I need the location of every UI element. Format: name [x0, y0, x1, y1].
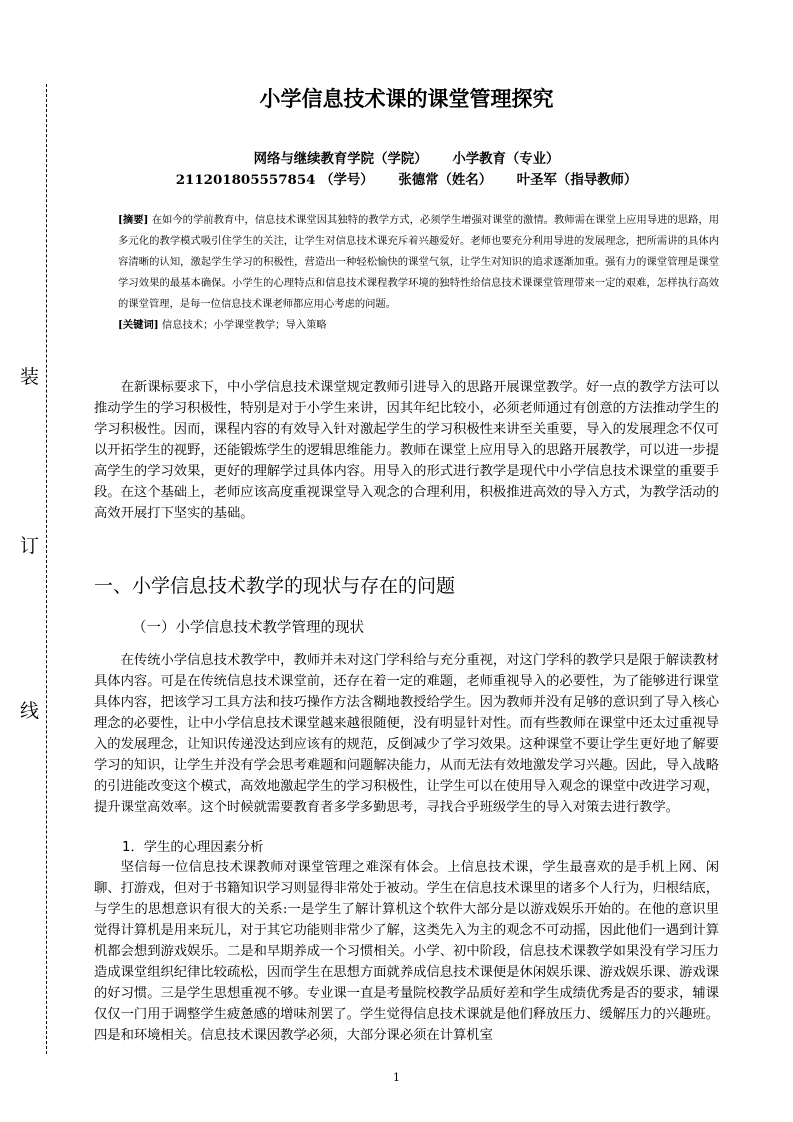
author-student-id: 211201805557854 （学号）	[175, 172, 374, 188]
abstract-text: 在如今的学前教育中，信息技术课堂因其独特的教学方式，必须学生增强对课堂的激情。教师需在课堂上应用导进的思路，用多元化的教学模式吸引住学生的关注，让学生对信息技术课充斥着兴趣爱好。老师也要充分利用导进的发展理念，把所需讲的具体内容清晰的认知，激起学生学习的积极性，营造出一种轻松愉快的课堂气氛，让学生对知识的追求逐渐加重。强有力的课堂管理是课堂学习效果的最基本确保。小学生的心理特点和信息技术课程教学环境的独特性给信息技术课课堂管理带来一定的艰难，怎样执行高效的课堂管理，是每一位信息技术课老师都应用心考虑的问题。	[118, 214, 720, 310]
item-1-heading: 1．学生的心理因素分析	[122, 840, 264, 855]
author-name: 张德常（姓名）	[398, 172, 493, 188]
author-major: 小学教育（专业）	[452, 151, 560, 167]
binding-char-xian: 线	[20, 700, 40, 722]
keywords-text: 信息技术；小学课堂教学；导入策略	[161, 318, 327, 331]
section-1-1-paragraph: 在传统小学信息技术教学中，教师并未对这门学科给与充分重视，对这门学科的教学只是限于解读教材具体内容。可是在传统信息技术课堂前，还存在着一定的难题，老师重视导入的必要性，为了能够进行课堂具体内容，把该学习工具方法和技巧操作方法含糊地教授给学生。因为教师并没有足够的意识到了导入核心理念的必要性，让中小学信息技术课堂越来越很随便，没有明显针对性。而有些教师在课堂中还太过重视导入的发展理念，让知识传递没达到应该有的规范，反倒减少了学习效果。这种课堂不要让学生更好地了解要学习的知识，让学生并没有学会思考难题和问题解决能力，从而无法有效地激发学习兴趣。因此，导入战略的引进能改变这个模式，高效地激起学生的学习积极性，让学生可以在使用导入观念的课堂中改进学习观，提升课堂高效率。这个时候就需要教育者多学多勤思考，寻找合乎班级学生的导入对策去进行教学。	[94, 653, 719, 815]
binding-dashed-line	[46, 84, 47, 1054]
intro-paragraph: 在新课标要求下，中小学信息技术课堂规定教师引进导入的思路开展课堂教学。好一点的教学方法可以推动学生的学习积极性，特别是对于小学生来讲，因其年纪比较小，必须老师通过有创意的方法推动学生的学习积极性。因而，课程内容的有效导入针对激起学生的学习积极性来讲至关重要，导入的发展理念不仅可以开拓学生的视野，还能锻炼学生的逻辑思维能力。教师在课堂上应用导入的思路开展教学，可以进一步提高学生的学习效果，更好的理解学过具体内容。用导入的形式进行教学是现代中小学信息技术课堂的重要手段。在这个基础上，老师应该高度重视课堂导入观念的合理利用，积极推进高效的导入方式，为教学活动的高效开展打下坚实的基础。	[94, 380, 719, 521]
page-title: 小学信息技术课的课堂管理探究	[259, 87, 554, 111]
item-1-paragraph: 坚信每一位信息技术课教师对课堂管理之难深有体会。上信息技术课，学生最喜欢的是手机上网、闲聊、打游戏，但对于书籍知识学习则显得非常处于被动。学生在信息技术课里的诸多个人行为，归根结底，与学生的思想意识有很大的关系:一是学生了解计算机这个软件大部分是以游戏娱乐开始的。在他的意识里觉得计算机是用来玩儿，对于其它功能则非常少了解，这类先入为主的观念不可动摇，因此他们一遇到计算机都会想到游戏娱乐。二是和早期养成一个习惯相关。小学、初中阶段，信息技术课教学如果没有学习压力造成课堂组织纪律比较疏松，因而学生在思想方面就养成信息技术课便是休闲娱乐课、游戏娱乐课、游戏课的好习惯。三是学生思想重视不够。专业课一直是考量院校教学品质好差和学生成绩优秀是否的要求，辅课仅仅一门用于调整学生疲惫感的增味剂罢了。学生觉得信息技术课就是他们释放压力、缓解压力的兴趣班。四是和环境相关。信息技术课因教学必须，大部分课必须在计算机室	[94, 860, 719, 1043]
keywords-label: [关键词]	[118, 318, 159, 331]
author-advisor: 叶圣军（指导教师）	[516, 172, 638, 188]
section-1-1-heading: （一）小学信息技术教学管理的现状	[132, 620, 364, 636]
author-college: 网络与继续教育学院（学院）	[253, 151, 428, 167]
author-line-2	[94, 170, 719, 190]
section-1-heading: 一、小学信息技术教学的现状与存在的问题	[94, 575, 456, 597]
author-line-1	[94, 149, 719, 169]
abstract-label: [摘要]	[118, 214, 149, 226]
keywords-paragraph	[118, 315, 719, 336]
abstract-block	[118, 210, 719, 335]
abstract-paragraph	[118, 210, 719, 315]
page-number: 1	[393, 1071, 400, 1084]
binding-char-zhuang: 装	[20, 366, 40, 388]
binding-char-ding: 订	[20, 535, 40, 557]
